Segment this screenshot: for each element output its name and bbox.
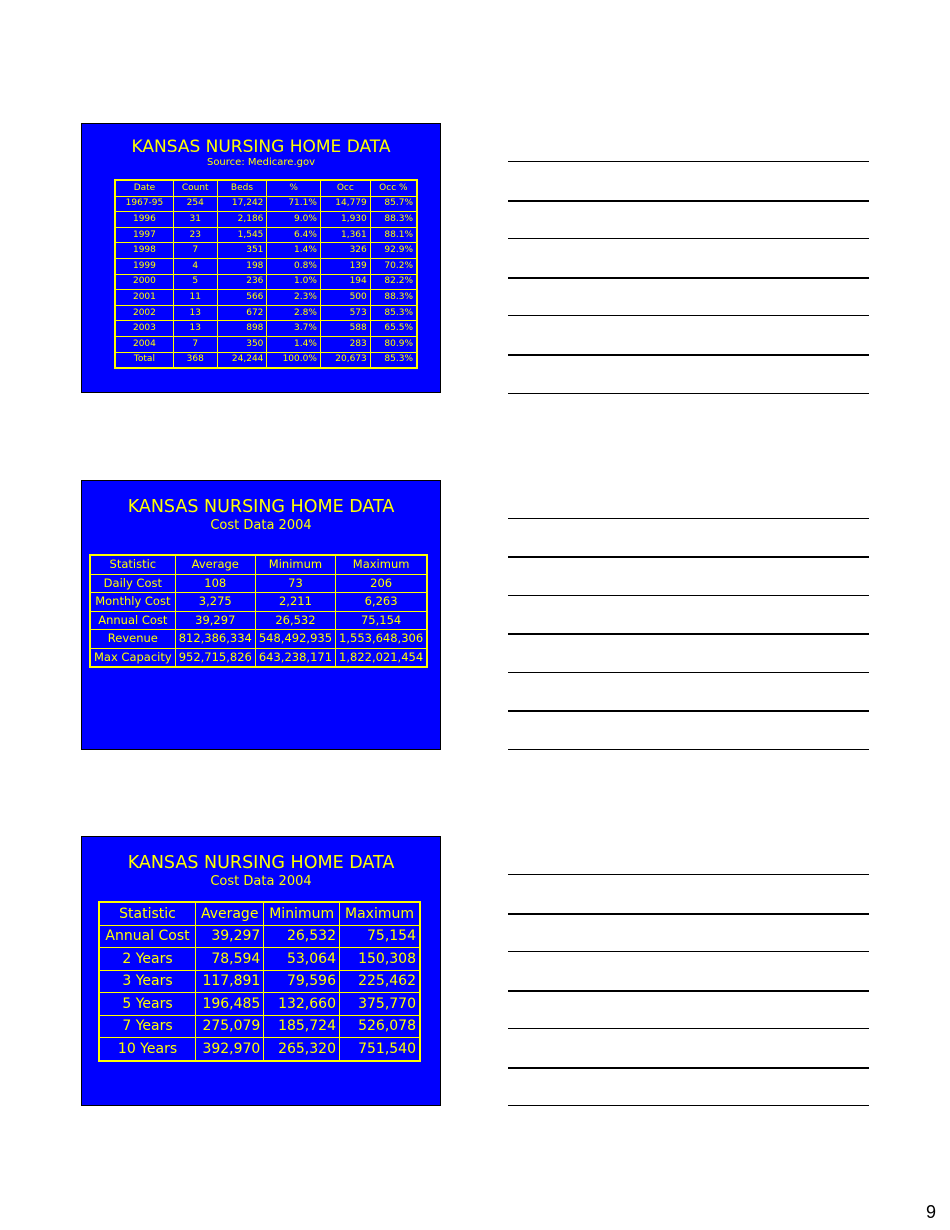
table-cell: 11 — [173, 290, 217, 306]
table-cell: 92.9% — [370, 243, 417, 259]
slide-1 — [81, 123, 441, 393]
table-cell: 236 — [217, 274, 267, 290]
table-cell: 20,673 — [320, 352, 370, 368]
table-row — [90, 648, 427, 667]
column-header: Occ % — [370, 180, 417, 196]
note-line — [508, 913, 869, 915]
table-cell: 2002 — [115, 305, 173, 321]
column-header: Average — [175, 555, 255, 574]
table-row — [115, 274, 417, 290]
table-cell: 812,386,334 — [175, 630, 255, 649]
table-row — [115, 243, 417, 259]
column-header: Date — [115, 180, 173, 196]
note-line — [508, 672, 869, 673]
note-line — [508, 556, 869, 558]
table-cell: 2,186 — [217, 212, 267, 228]
table-cell: 1967-95 — [115, 196, 173, 212]
table-cell: 108 — [175, 574, 255, 593]
table-cell: 7 — [173, 243, 217, 259]
table-row — [99, 970, 420, 993]
note-line — [508, 393, 869, 394]
table-cell: 150,308 — [339, 948, 420, 971]
table-cell: 185,724 — [264, 1015, 340, 1038]
table-cell: 75,154 — [339, 925, 420, 948]
table-cell: 100.0% — [267, 352, 321, 368]
table-row — [99, 1015, 420, 1038]
table-cell: 1997 — [115, 227, 173, 243]
table-cell: 351 — [217, 243, 267, 259]
table-row — [99, 993, 420, 1016]
table-cell: 1999 — [115, 258, 173, 274]
table-row — [90, 593, 427, 612]
table-cell: 4 — [173, 258, 217, 274]
column-header: Maximum — [339, 902, 420, 925]
table-cell: 85.7% — [370, 196, 417, 212]
table-cell: 952,715,826 — [175, 648, 255, 667]
table-row — [90, 574, 427, 593]
table-header-row — [115, 180, 417, 196]
table-cell: 265,320 — [264, 1038, 340, 1061]
slide-subtitle: Source: Medicare.gov — [206, 157, 316, 168]
table-row — [115, 196, 417, 212]
table-cell: 225,462 — [339, 970, 420, 993]
table-cell: 31 — [173, 212, 217, 228]
column-header: Beds — [217, 180, 267, 196]
table-cell: 0.8% — [267, 258, 321, 274]
table-cell: 73 — [255, 574, 335, 593]
note-line — [508, 710, 869, 712]
column-header: Minimum — [264, 902, 340, 925]
table-cell: 2.3% — [267, 290, 321, 306]
table-cell: 275,079 — [196, 1015, 264, 1038]
table-cell: 88.3% — [370, 290, 417, 306]
table-cell: 566 — [217, 290, 267, 306]
table-cell: 23 — [173, 227, 217, 243]
column-header: Minimum — [255, 555, 335, 574]
table-cell: 1.4% — [267, 336, 321, 352]
table-cell: Max Capacity — [90, 648, 175, 667]
table-row — [115, 352, 417, 368]
table-cell: 39,297 — [196, 925, 264, 948]
table-cell: 1,361 — [320, 227, 370, 243]
table-cell: 198 — [217, 258, 267, 274]
data-table — [98, 901, 421, 1062]
table-cell: 17,242 — [217, 196, 267, 212]
table-cell: 548,492,935 — [255, 630, 335, 649]
note-line — [508, 277, 869, 279]
table-cell: 65.5% — [370, 321, 417, 337]
note-line — [508, 951, 869, 952]
table-cell: 2004 — [115, 336, 173, 352]
table-cell: 643,238,171 — [255, 648, 335, 667]
table-cell: 6.4% — [267, 227, 321, 243]
table-cell: 3 Years — [99, 970, 196, 993]
table-cell: 2003 — [115, 321, 173, 337]
table-cell: 392,970 — [196, 1038, 264, 1061]
table-cell: 672 — [217, 305, 267, 321]
table-cell: 1998 — [115, 243, 173, 259]
table-cell: 9.0% — [267, 212, 321, 228]
table-cell: 254 — [173, 196, 217, 212]
table-cell: 368 — [173, 352, 217, 368]
table-cell: 7 — [173, 336, 217, 352]
table-cell: 898 — [217, 321, 267, 337]
table-row — [115, 227, 417, 243]
table-cell: 206 — [336, 574, 428, 593]
table-cell: 5 — [173, 274, 217, 290]
note-line — [508, 238, 869, 239]
table-cell: 88.1% — [370, 227, 417, 243]
table-cell: 82.2% — [370, 274, 417, 290]
note-line — [508, 1028, 869, 1029]
table-cell: 6,263 — [336, 593, 428, 612]
column-header: % — [267, 180, 321, 196]
note-line — [508, 354, 869, 356]
note-line — [508, 1105, 869, 1106]
table-cell: 24,244 — [217, 352, 267, 368]
table-row — [115, 305, 417, 321]
table-header-row — [99, 902, 420, 925]
table-cell: 194 — [320, 274, 370, 290]
table-cell: 1.4% — [267, 243, 321, 259]
table-cell: 80.9% — [370, 336, 417, 352]
table-row — [99, 1038, 420, 1061]
table-row — [99, 925, 420, 948]
column-header: Statistic — [90, 555, 175, 574]
slide-3 — [81, 836, 441, 1106]
table-cell: 13 — [173, 321, 217, 337]
slide-2 — [81, 480, 441, 750]
table-cell: 1996 — [115, 212, 173, 228]
table-header-row — [90, 555, 427, 574]
table-cell: 526,078 — [339, 1015, 420, 1038]
note-line — [508, 1067, 869, 1069]
table-cell: Revenue — [90, 630, 175, 649]
table-cell: 3.7% — [267, 321, 321, 337]
note-line — [508, 595, 869, 596]
table-cell: 53,064 — [264, 948, 340, 971]
column-header: Average — [196, 902, 264, 925]
table-cell: 14,779 — [320, 196, 370, 212]
table-cell: 588 — [320, 321, 370, 337]
data-table — [114, 179, 418, 369]
note-line — [508, 161, 869, 162]
column-header: Maximum — [336, 555, 428, 574]
slide-subtitle: Cost Data 2004 — [210, 518, 312, 533]
table-cell: 85.3% — [370, 305, 417, 321]
table-cell: 78,594 — [196, 948, 264, 971]
slide-subtitle: Cost Data 2004 — [210, 874, 312, 889]
table-row — [115, 290, 417, 306]
table-cell: 1.0% — [267, 274, 321, 290]
table-row — [115, 212, 417, 228]
table-cell: 117,891 — [196, 970, 264, 993]
note-line — [508, 200, 869, 202]
table-cell: 3,275 — [175, 593, 255, 612]
table-cell: 2001 — [115, 290, 173, 306]
note-line — [508, 874, 869, 875]
column-header: Occ — [320, 180, 370, 196]
data-table — [89, 554, 428, 668]
table-cell: Monthly Cost — [90, 593, 175, 612]
table-cell: Daily Cost — [90, 574, 175, 593]
table-cell: 79,596 — [264, 970, 340, 993]
column-header: Count — [173, 180, 217, 196]
table-cell: 88.3% — [370, 212, 417, 228]
table-cell: 375,770 — [339, 993, 420, 1016]
table-cell: 10 Years — [99, 1038, 196, 1061]
table-cell: 350 — [217, 336, 267, 352]
note-line — [508, 518, 869, 519]
table-cell: 132,660 — [264, 993, 340, 1016]
table-cell: 5 Years — [99, 993, 196, 1016]
table-cell: 196,485 — [196, 993, 264, 1016]
table-cell: 2,211 — [255, 593, 335, 612]
table-cell: Annual Cost — [99, 925, 196, 948]
table-cell: 71.1% — [267, 196, 321, 212]
slide-title: KANSAS NURSING HOME DATA — [131, 137, 391, 157]
note-line — [508, 749, 869, 750]
table-cell: 2000 — [115, 274, 173, 290]
table-cell: 70.2% — [370, 258, 417, 274]
table-cell: 26,532 — [255, 611, 335, 630]
table-row — [90, 630, 427, 649]
note-line — [508, 315, 869, 316]
note-line — [508, 633, 869, 635]
table-cell: 139 — [320, 258, 370, 274]
table-cell: 283 — [320, 336, 370, 352]
table-cell: 573 — [320, 305, 370, 321]
table-cell: 7 Years — [99, 1015, 196, 1038]
table-cell: 500 — [320, 290, 370, 306]
table-cell: 75,154 — [336, 611, 428, 630]
page-number: 9 — [926, 1202, 937, 1222]
table-cell: 26,532 — [264, 925, 340, 948]
table-cell: 2 Years — [99, 948, 196, 971]
table-cell: 13 — [173, 305, 217, 321]
table-cell: 85.3% — [370, 352, 417, 368]
table-cell: 1,545 — [217, 227, 267, 243]
slide-title: KANSAS NURSING HOME DATA — [127, 853, 395, 873]
table-cell: 1,553,648,306 — [336, 630, 428, 649]
table-cell: 39,297 — [175, 611, 255, 630]
slide-title: KANSAS NURSING HOME DATA — [127, 497, 395, 517]
table-cell: 2.8% — [267, 305, 321, 321]
note-line — [508, 990, 869, 992]
table-row — [99, 948, 420, 971]
table-row — [115, 321, 417, 337]
table-cell: Total — [115, 352, 173, 368]
table-row — [115, 258, 417, 274]
table-row — [90, 611, 427, 630]
table-cell: 1,930 — [320, 212, 370, 228]
table-row — [115, 336, 417, 352]
table-cell: Annual Cost — [90, 611, 175, 630]
column-header: Statistic — [99, 902, 196, 925]
table-cell: 751,540 — [339, 1038, 420, 1061]
table-cell: 326 — [320, 243, 370, 259]
table-cell: 1,822,021,454 — [336, 648, 428, 667]
